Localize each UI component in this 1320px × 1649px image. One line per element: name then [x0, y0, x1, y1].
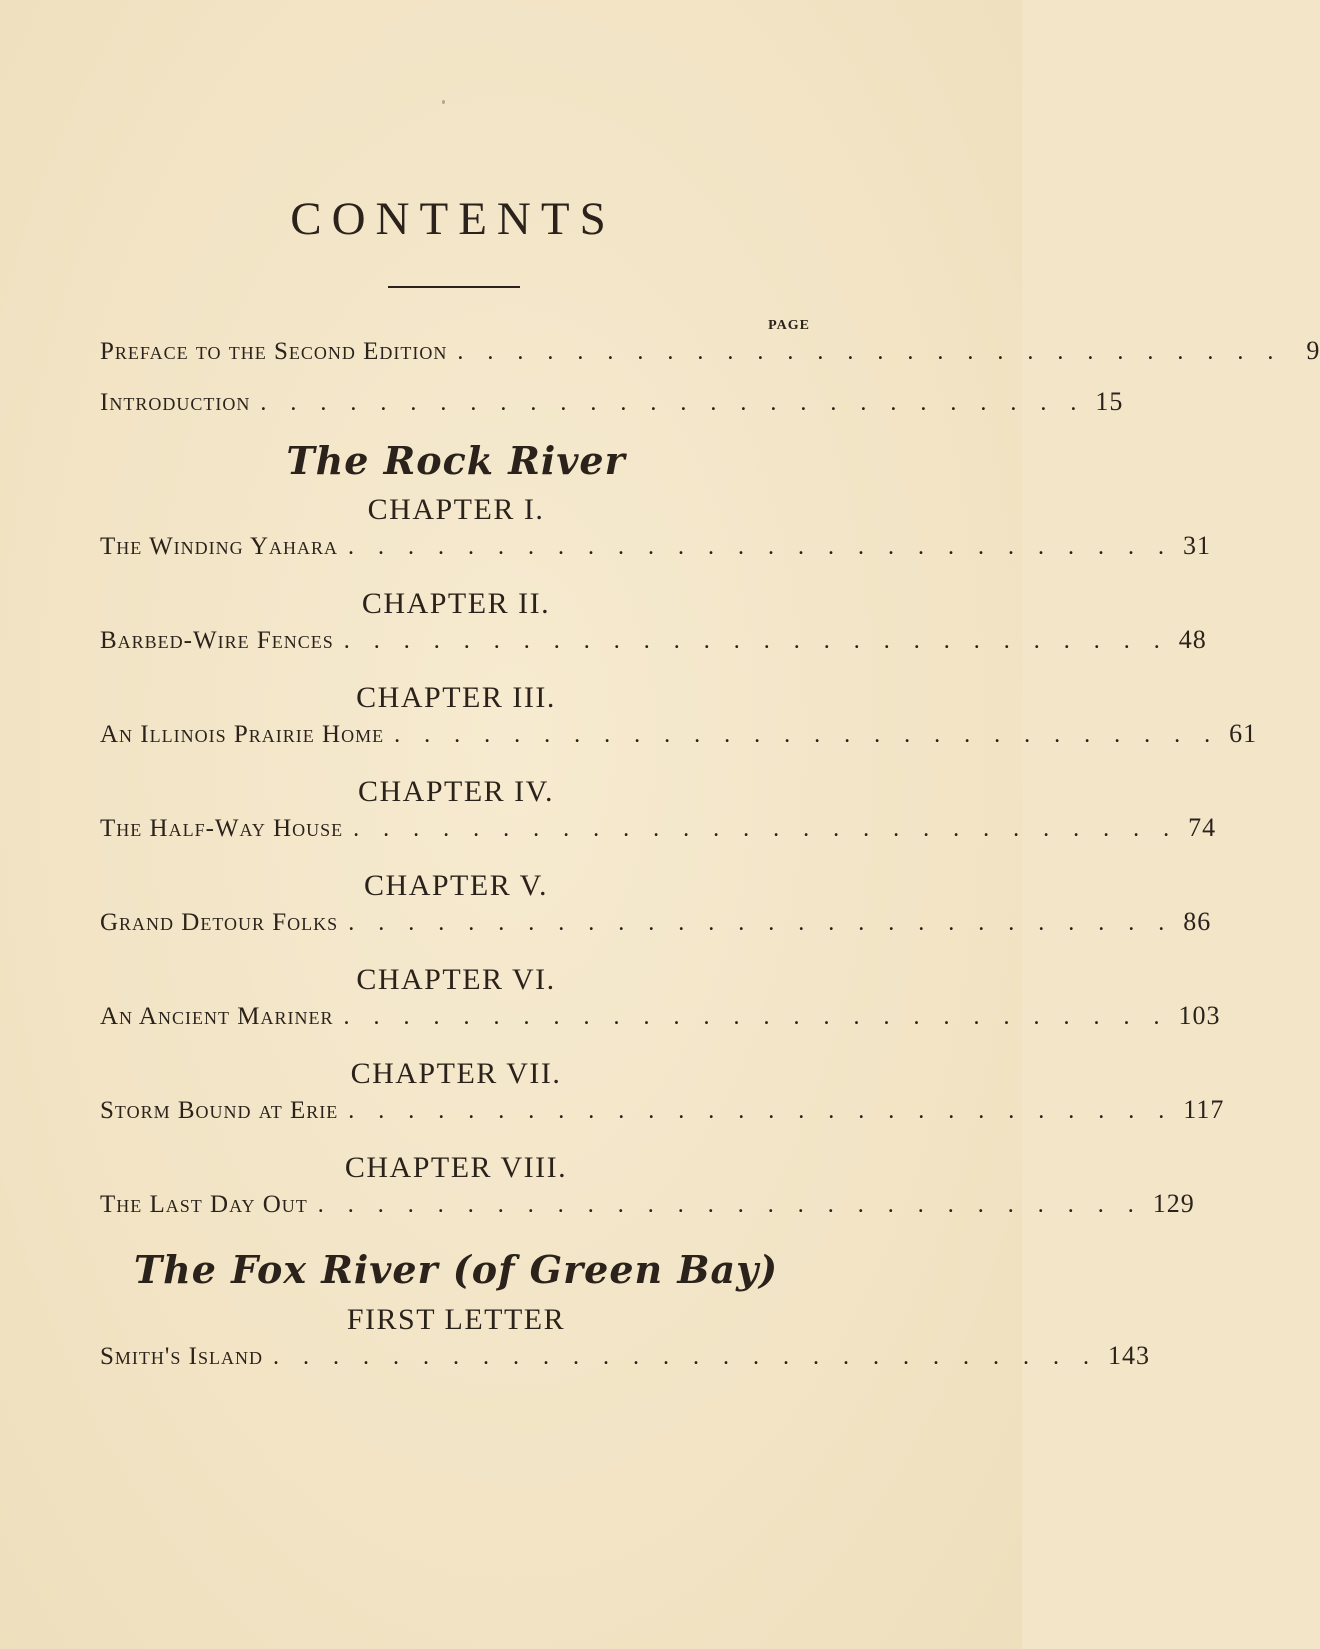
entry-page: 31 [1183, 531, 1212, 560]
page-title: CONTENTS [290, 193, 616, 245]
entry-title: Introduction [100, 389, 251, 416]
entry-page: 61 [1229, 719, 1258, 748]
chapter-heading: CHAPTER IV. [358, 775, 554, 808]
toc-entry[interactable] [100, 1189, 1195, 1241]
title-rule [388, 286, 520, 288]
entry-page: 86 [1183, 907, 1212, 936]
dot-leader: . . . . . . . . . . . . . . . . . . . . . . . . . . . . [457, 339, 1283, 365]
chapter-heading: CHAPTER II. [361, 587, 551, 620]
paper-speck [442, 100, 445, 104]
entry-title: Grand Detour Folks [100, 909, 339, 936]
dot-leader: . . . . . . . . . . . . . . . . . . . . . . . . . . . . [348, 1098, 1174, 1124]
part-title: The Fox River (of Green Bay) [133, 1247, 779, 1292]
entry-title: Barbed-Wire Fences [100, 627, 334, 654]
entry-page: 129 [1152, 1189, 1195, 1218]
toc-entry[interactable] [100, 387, 1124, 433]
chapter-heading: CHAPTER VIII. [344, 1151, 568, 1184]
entry-title: Smith's Island [100, 1343, 263, 1370]
dot-leader: . . . . . . . . . . . . . . . . . . . . . . . . . . . . [353, 816, 1179, 842]
entry-page: 74 [1188, 813, 1217, 842]
toc-entry[interactable] [100, 813, 1217, 865]
dot-leader: . . . . . . . . . . . . . . . . . . . . . . . . . . . . [317, 1192, 1143, 1218]
dot-leader: . . . . . . . . . . . . . . . . . . . . . . . . . . . . [348, 534, 1174, 560]
chapter-heading: CHAPTER I. [367, 493, 545, 526]
entry-title: The Last Day Out [100, 1191, 308, 1218]
entry-title: An Illinois Prairie Home [100, 721, 385, 748]
dot-leader: . . . . . . . . . . . . . . . . . . . . . . . . . . . . [348, 910, 1174, 936]
entry-title: The Winding Yahara [100, 533, 339, 560]
chapter-heading: FIRST LETTER [346, 1303, 566, 1336]
chapter-heading: CHAPTER VI. [356, 963, 556, 996]
toc-entry[interactable] [100, 719, 1258, 771]
toc-entry[interactable] [100, 336, 1320, 387]
table-of-contents [100, 336, 1320, 1393]
dot-leader: . . . . . . . . . . . . . . . . . . . . . . . . . . . . [343, 628, 1169, 654]
dot-leader: . . . . . . . . . . . . . . . . . . . . . . . . . . . . [273, 1344, 1098, 1370]
page-column-label: PAGE [768, 318, 810, 333]
toc-entry[interactable] [100, 907, 1212, 959]
entry-title: The Half-Way House [100, 815, 344, 842]
entry-page: 9 [1306, 336, 1320, 365]
part-title: The Rock River [286, 438, 626, 483]
entry-title: An Ancient Mariner [100, 1003, 334, 1030]
toc-entry[interactable] [100, 1001, 1221, 1053]
entry-title: Preface to the Second Edition [100, 338, 448, 365]
toc-entry[interactable] [100, 1341, 1150, 1393]
chapter-heading: CHAPTER VII. [350, 1057, 562, 1090]
chapter-heading: CHAPTER III. [356, 681, 556, 714]
entry-page: 117 [1183, 1095, 1225, 1124]
toc-entry[interactable] [100, 625, 1207, 677]
chapter-heading: CHAPTER V. [364, 869, 548, 902]
toc-entry[interactable] [100, 531, 1212, 583]
dot-leader: . . . . . . . . . . . . . . . . . . . . . . . . . . . . [260, 390, 1086, 416]
dot-leader: . . . . . . . . . . . . . . . . . . . . . . . . . . . . [394, 722, 1220, 748]
entry-page: 143 [1108, 1341, 1150, 1370]
entry-page: 103 [1178, 1001, 1221, 1030]
entry-page: 48 [1178, 625, 1207, 654]
toc-entry[interactable] [100, 1095, 1225, 1147]
entry-title: Storm Bound at Erie [100, 1097, 339, 1124]
entry-page: 15 [1095, 387, 1124, 416]
dot-leader: . . . . . . . . . . . . . . . . . . . . . . . . . . . . [343, 1004, 1169, 1030]
